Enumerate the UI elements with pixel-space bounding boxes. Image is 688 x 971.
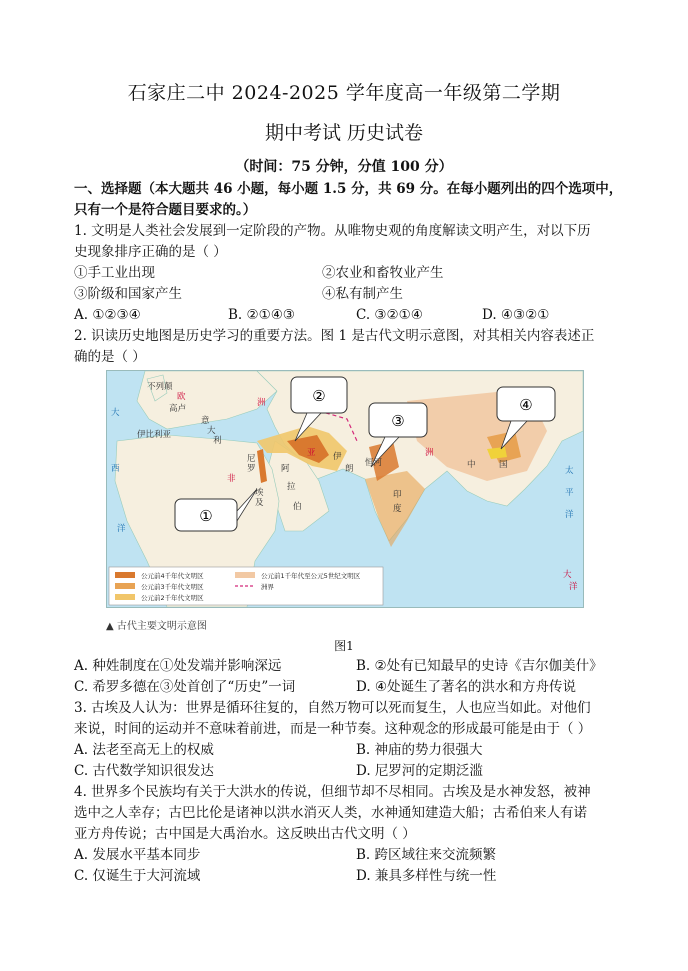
section-heading-line2: 只有一个是符合题目要求的。） — [74, 202, 257, 218]
map-label-italy-3: 利 — [213, 436, 222, 446]
map-label-china-2: 国 — [499, 460, 508, 470]
legend-2nd-millennium: 公元前2千年代文明区 — [141, 594, 204, 602]
q1-stem-line1: 1. 文明是人类社会发展到一定阶段的产物。从唯物史观的角度解读文明产生，对以下历 — [74, 223, 591, 239]
map-label-atlantic-1: 大 — [111, 408, 120, 418]
q4-option-d: D. 兼具多样性与统一性 — [356, 868, 497, 884]
legend-swatch-4th — [115, 572, 135, 578]
map-label-iran-1: 伊 — [333, 452, 342, 462]
q2-option-c: C. 希罗多德在③处首创了“历史”一词 — [74, 679, 296, 695]
legend-3rd-millennium: 公元前3千年代文明区 — [141, 583, 204, 591]
q3-option-a: A. 法老至高无上的权威 — [74, 742, 214, 758]
q4-stem-line3: 亚方舟传说；古中国是大禹治水。这反映出古代文明（ ） — [74, 826, 416, 842]
callout-4-label: ④ — [519, 396, 533, 414]
legend-swatch-3rd — [115, 583, 135, 589]
q4-stem-line1: 4. 世界多个民族均有关于大洪水的传说，但细节却不尽相同。古埃及是水神发怒，被神 — [74, 784, 591, 800]
legend-swatch-2nd — [115, 594, 135, 600]
q4-option-a: A. 发展水平基本同步 — [74, 847, 201, 863]
map-label-asia: 亚 — [307, 448, 316, 458]
map-label-continent: 洲 — [425, 448, 434, 458]
legend-1st-millennium: 公元前1千年代至公元5世纪文明区 — [261, 572, 361, 580]
map-label-europe-2: 洲 — [257, 398, 266, 408]
map-label-atlantic-3: 洋 — [117, 524, 126, 534]
callout-2-label: ② — [312, 387, 326, 405]
q2-option-b: B. ②处有已知最早的史诗《吉尔伽美什》 — [356, 658, 603, 674]
q4-option-b: B. 跨区域往来交流频繁 — [356, 847, 497, 863]
q4-option-c: C. 仅诞生于大河流域 — [74, 868, 201, 884]
q3-option-d: D. 尼罗河的定期泛滥 — [356, 763, 483, 779]
map-caption: ▲ 古代主要文明示意图 — [106, 621, 207, 632]
map-label-europe-1: 欧 — [177, 392, 186, 402]
map-label-britain: 不列颠 — [147, 382, 173, 392]
map-label-china-1: 中 — [467, 460, 476, 470]
map-label-gaul: 高卢 — [169, 404, 187, 414]
callout-1-label: ① — [199, 507, 213, 525]
exam-title-line2: 期中考试 历史试卷 — [264, 122, 424, 144]
q4-stem-line2: 选中之人幸存；古巴比伦是诸神以洪水消灭人类，水神通知建造大船；古希伯来人有诺 — [74, 805, 587, 821]
q1-item-4: ④私有制产生 — [322, 286, 403, 302]
q3-option-b: B. 神庙的势力很强大 — [356, 742, 483, 758]
map-label-ganges: 恒河 — [365, 458, 383, 468]
map-label-pacific-3: 洋 — [565, 510, 574, 520]
ancient-civilizations-map — [106, 370, 584, 608]
q1-item-1: ①手工业出现 — [74, 265, 155, 281]
legend-continent-border: 洲界 — [261, 583, 274, 591]
q2-stem-line1: 2. 识读历史地图是历史学习的重要方法。图 1 是古代文明示意图，对其相关内容表述正 — [74, 328, 595, 344]
q3-stem-line1: 3. 古埃及人认为：世界是循环往复的，自然万物可以死而复生，人也应当如此。对他们 — [74, 700, 591, 716]
map-label-egypt-2: 及 — [255, 498, 264, 508]
map-label-iberia: 伊比利亚 — [137, 430, 172, 440]
q2-option-d: D. ④处诞生了著名的洪水和方舟传说 — [356, 679, 577, 695]
exam-time-info: （时间：75 分钟，分值 100 分） — [235, 159, 453, 175]
map-label-oceania-2: 洋 — [569, 582, 578, 592]
q1-option-c: C. ③②①④ — [356, 307, 423, 323]
legend-swatch-1st — [235, 572, 255, 578]
q3-option-c: C. 古代数学知识很发达 — [74, 763, 214, 779]
map-label-egypt-1: 埃 — [255, 488, 264, 498]
map-label-arabia-3: 伯 — [293, 502, 302, 512]
map-label-oceania-1: 大 — [563, 570, 572, 580]
q1-stem-line2: 史现象排序正确的是（ ） — [74, 244, 227, 260]
q1-item-2: ②农业和畜牧业产生 — [322, 265, 444, 281]
q1-option-d: D. ④③②① — [482, 307, 550, 323]
map-label-africa-1: 非 — [227, 474, 236, 484]
map-label-italy-1: 意 — [201, 416, 210, 426]
q2-option-a: A. 种姓制度在①处发端并影响深远 — [74, 658, 282, 674]
map-label-pacific-2: 平 — [565, 488, 574, 498]
map-label-nile-1: 尼 — [247, 454, 256, 464]
map-label-india-1: 印 — [393, 490, 402, 500]
map-label-atlantic-2: 西 — [111, 464, 120, 474]
map-label-iran-2: 朗 — [345, 464, 354, 474]
exam-title-line1: 石家庄二中 2024-2025 学年度高一年级第二学期 — [127, 82, 561, 104]
q1-option-b: B. ②①④③ — [228, 307, 295, 323]
map-label-arabia-2: 拉 — [287, 482, 296, 492]
q3-stem-line2: 来说，时间的运动并不意味着前进，而是一种节奏。这种观念的形成最可能是由于（ ） — [74, 721, 592, 737]
map-legend — [109, 567, 383, 605]
callout-3-label: ③ — [391, 412, 405, 430]
q2-stem-line2: 确的是（ ） — [74, 349, 146, 365]
figure-label: 图1 — [334, 639, 354, 653]
section-heading-line1: 一、选择题（本大题共 46 小题，每小题 1.5 分，共 69 分。在每小题列出的四个选项中， — [74, 181, 623, 197]
map-label-italy-2: 大 — [207, 426, 216, 436]
q1-item-3: ③阶级和国家产生 — [74, 286, 182, 302]
q1-option-a: A. ①②③④ — [74, 307, 141, 323]
map-label-arabia-1: 阿 — [281, 464, 290, 474]
map-label-india-2: 度 — [393, 504, 402, 514]
legend-4th-millennium: 公元前4千年代文明区 — [141, 572, 204, 580]
map-label-nile-2: 罗 — [247, 464, 256, 474]
map-label-pacific-1: 太 — [565, 466, 574, 476]
